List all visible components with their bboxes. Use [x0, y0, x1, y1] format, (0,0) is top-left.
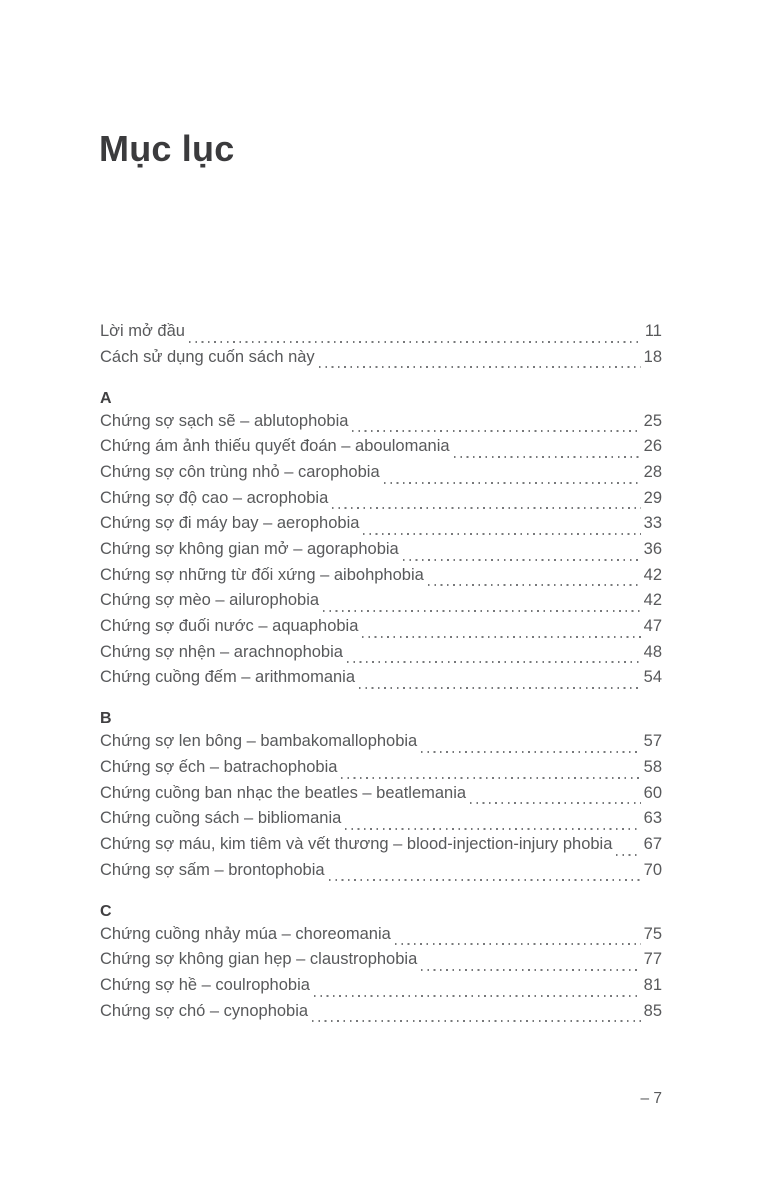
toc-entry-page: 77 [643, 950, 662, 969]
toc-entry-page: 48 [643, 642, 662, 661]
toc-entry-page: 67 [643, 835, 662, 854]
toc-entry-page: 70 [643, 860, 662, 879]
page-number: – 7 [640, 1090, 662, 1107]
toc-entry-label: Chứng sợ những từ đối xứng – aibohphobia [100, 565, 424, 584]
toc-entry [100, 463, 662, 489]
toc-entry-page: 47 [643, 617, 662, 636]
toc-entry-label: Chứng ám ảnh thiếu quyết đoán – aboulomania [100, 437, 450, 456]
leader-dots [421, 751, 640, 753]
toc-entry-label: Chứng sợ đi máy bay – aerophobia [100, 514, 360, 533]
toc-entry [100, 1002, 662, 1028]
toc-entry-label: Chứng sợ không gian hẹp – claustrophobia [100, 950, 418, 969]
leader-dots [312, 1020, 641, 1022]
toc-entry [100, 540, 662, 566]
toc-entry [100, 835, 662, 861]
leader-dots [421, 969, 640, 971]
leader-dots [395, 943, 641, 945]
toc-entry [100, 784, 662, 810]
toc-entry [100, 668, 662, 694]
toc-entry-label: Chứng sợ côn trùng nhỏ – carophobia [100, 462, 380, 481]
toc-entry-label: Chứng cuồng đếm – arithmomania [100, 668, 356, 687]
leader-dots [363, 533, 640, 535]
toc-entry-page: 28 [643, 462, 662, 481]
section-letter: B [100, 710, 112, 728]
leader-dots [362, 636, 640, 638]
leader-dots [323, 610, 641, 612]
toc-entry [100, 489, 662, 515]
toc-entry-label: Chứng cuồng ban nhạc the beatles – beatlemania [100, 783, 467, 802]
toc-entry-label: Chứng sợ nhện – arachnophobia [100, 642, 343, 661]
toc-entry [100, 591, 662, 617]
toc-entry-page: 58 [643, 758, 662, 776]
leader-dots [347, 661, 641, 663]
leader-dots [329, 879, 641, 881]
toc-entry [100, 643, 662, 669]
leader-dots [341, 777, 640, 779]
toc-entry [100, 322, 662, 348]
toc-entry [100, 566, 662, 592]
toc-entry [100, 861, 662, 887]
leader-dots [470, 802, 641, 804]
toc-entry-label: Chứng sợ đuối nước – aquaphobia [100, 617, 359, 636]
toc-entry [100, 758, 662, 784]
toc-entry [100, 617, 662, 643]
toc-entry-page: 33 [643, 514, 662, 533]
toc-entry-page: 85 [643, 1001, 662, 1020]
leader-dots [189, 341, 642, 343]
toc-entry-page: 63 [643, 809, 662, 828]
toc-entry-page: 60 [643, 783, 662, 802]
toc-entry-label: Chứng sợ len bông – bambakomallophobia [100, 732, 418, 751]
toc-entry-label: Chứng sợ không gian mở – agoraphobia [100, 540, 399, 558]
leader-dots [352, 430, 640, 432]
toc-list [100, 322, 662, 1027]
leader-dots [454, 456, 641, 458]
toc-entry-page: 29 [643, 488, 662, 507]
toc-entry-label: Chứng sợ độ cao – acrophobia [100, 488, 329, 507]
toc-entry-label: Chứng sợ mèo – ailurophobia [100, 591, 320, 610]
toc-entry [100, 950, 662, 976]
leader-dots [359, 687, 641, 689]
toc-entry-label: Chứng sợ sạch sẽ – ablutophobia [100, 411, 349, 430]
toc-entry-page: 54 [643, 668, 662, 687]
toc-entry [100, 732, 662, 758]
toc-entry-label: Chứng cuồng nhảy múa – choreomania [100, 924, 391, 943]
toc-entry-page: 81 [643, 976, 662, 994]
leader-dots [384, 482, 641, 484]
toc-entry [100, 809, 662, 835]
toc-entry [100, 348, 662, 374]
leader-dots [403, 559, 641, 561]
leader-dots [319, 366, 641, 368]
section-letter: C [100, 902, 112, 920]
toc-entry [100, 925, 662, 951]
toc-entry-page: 42 [643, 591, 662, 610]
page-title: Mục lục [99, 128, 235, 169]
toc-entry-page: 11 [644, 322, 662, 340]
leader-dots [616, 854, 640, 856]
toc-entry-page: 26 [643, 437, 662, 456]
leader-dots [428, 584, 641, 586]
leader-dots [332, 507, 640, 509]
toc-entry [100, 976, 662, 1002]
toc-entry-label: Chứng sợ máu, kim tiêm và vết thương – blood-injection-injury phobia [100, 835, 613, 854]
toc-entry-page: 57 [643, 732, 662, 751]
toc-entry-label: Chứng sợ hề – coulrophobia [100, 976, 310, 994]
toc-entry-page: 42 [643, 565, 662, 584]
toc-entry-label: Cách sử dụng cuốn sách này [100, 347, 315, 366]
toc-entry-page: 25 [643, 411, 662, 430]
toc-entry-label: Chứng sợ ếch – batrachophobia [100, 758, 338, 776]
section-letter: A [100, 389, 112, 407]
toc-entry [100, 412, 662, 438]
toc-entry-label: Chứng sợ chó – cynophobia [100, 1001, 309, 1020]
toc-entry [100, 514, 662, 540]
toc-entry-label: Chứng sợ sấm – brontophobia [100, 860, 325, 879]
leader-dots [345, 828, 640, 830]
leader-dots [314, 995, 641, 997]
toc-entry-page: 75 [643, 924, 662, 943]
toc-entry [100, 437, 662, 463]
toc-entry-page: 36 [643, 540, 662, 558]
toc-entry-label: Lời mở đầu [100, 322, 185, 340]
toc-entry-label: Chứng cuồng sách – bibliomania [100, 809, 342, 828]
toc-entry-page: 18 [643, 347, 662, 366]
